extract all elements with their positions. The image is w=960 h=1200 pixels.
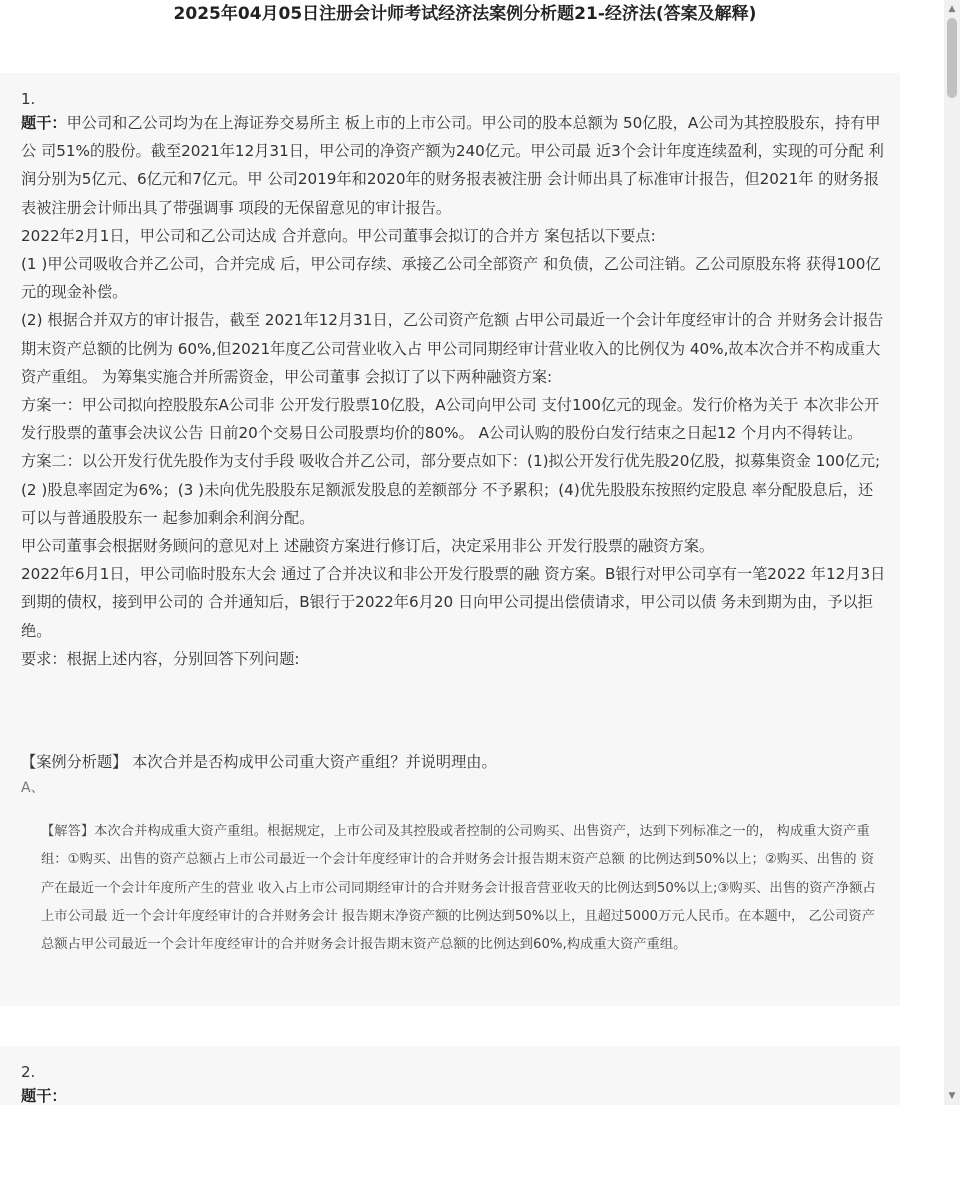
case-question: 【案例分析题】 本次合并是否构成甲公司重大资产重组？并说明理由。 — [21, 753, 497, 771]
page-title: 2025年04月05日注册会计师考试经济法案例分析题21-经济法(答案及解释) — [173, 4, 757, 24]
stem-paragraph: 题干：甲公司和乙公司均为在上海证券交易所主 板上市的上市公司。甲公司的股本总额为 50亿股，A公司为其控股股东，持有甲公 司51%的股份。截至2021年12月31日，甲公司的净资产额为240亿元。甲公司最 近3个会计年度连续盈利，实现的可分配 利润分别为5亿元、6亿元和7亿元。甲 公司2019年和2020年的财务报表被注册 会计师出具了标准审计报告，但2021年 的财务报表被注册会计师出具了带强调事 项段的无保留意见的审计报告。 — [21, 114, 884, 217]
answer-explanation: 【解答】本次合并构成重大资产重组。根据规定，上市公司及其控股或者控制的公司购买、出售资产，达到下列标准之一的， 构成重大资产重组：①购买、出售的资产总额占上市公司最近一个会计年度经审计的合并财务会计报告期末资产总额 的比例达到50%以上；②购买、出售的 资产在最近一个会计年度所产生的营业 收入占上市公司同期经审计的合并财务会计报音营亚收天的比例达到50%以上;③购买、出售的资产净额占上市公司最 近一个会计年度经审计的合并财务会计 报告期末净资产额的比例达到50%以上，且超过5000万元人民币。在本题中， 乙公司资产总额占甲公司最近一个会计年度经审计的合并财务会计报告期末资产总额的比例达到60%,构成重大资产重组。 — [41, 824, 876, 953]
stem-paragraph: 方案二：以公开发行优先股作为支付手段 吸收合并乙公司，部分要点如下：(1)拟公开发行优先股20亿股，拟募集资金 100亿元;(2 )股息率固定为6%；(3 )未向优先股股东足额派发股息的差额部分 不予累积；(4)优先股股东按照约定股息 率分配股息后，还可以与普通股股东一 起参加剩余利润分配。 — [21, 452, 881, 527]
stem-paragraph — [21, 1082, 886, 1105]
scrollbar-thumb[interactable] — [947, 18, 957, 98]
stem-paragraph: (1 )甲公司吸收合并乙公司，合并完成 后，甲公司存续、承接乙公司全部资产 和负债，乙公司注销。乙公司原股东将 获得100亿元的现金补偿。 — [21, 255, 881, 302]
question-stem — [21, 1082, 886, 1105]
vertical-scrollbar[interactable] — [944, 0, 960, 1105]
stem-label: 题干： — [21, 1087, 67, 1105]
stem-paragraph: 2022年2月1日，甲公司和乙公司达成 合并意向。甲公司董事会拟订的合并方 案包括以下要点: — [21, 226, 656, 245]
scroll-down-arrow-icon[interactable]: ▼ — [948, 1091, 956, 1101]
stem-paragraph: 要求：根据上述内容，分别回答下列问题: — [21, 649, 300, 668]
question-stem — [21, 109, 886, 673]
stem-paragraph: 2022年6月1日，甲公司临时股东大会 通过了合并决议和非公开发行股票的融 资方案。B银行对甲公司享有一笔2022 年12月3日到期的债权，接到甲公司的 合并通知后，B银行于2022年6月20 日向甲公司提出偿债请求，甲公司以债 务未到期为由，予以拒绝。 — [21, 565, 886, 640]
question-number: 1. — [21, 90, 36, 108]
stem-label: 题干： — [21, 114, 67, 132]
answer-option-a[interactable]: A、 — [21, 780, 45, 796]
question-number: 2. — [21, 1063, 36, 1081]
stem-paragraph: (2) 根据合并双方的审计报告，截至 2021年12月31日，乙公司资产危额 占甲公司最近一个会计年度经审计的合 并财务会计报告期末资产总额的比例为 60%,但2021年度乙公司营业收入占 甲公司同期经审计营业收入的比例仅为 40%,故本次合并不构成重大资产重组。 为筹集实施合并所需资金，甲公司董事 会拟订了以下两种融资方案: — [21, 311, 884, 386]
question-card-2 — [0, 1046, 900, 1105]
question-card-1 — [0, 73, 900, 1006]
scroll-up-arrow-icon[interactable]: ▲ — [948, 4, 956, 14]
stem-paragraph: 甲公司董事会根据财务顾问的意见对上 述融资方案进行修订后，决定采用非公 开发行股票的融资方案。 — [21, 537, 715, 556]
stem-paragraph: 方案一：甲公司拟向控股股东A公司非 公开发行股票10亿股，A公司向甲公司 支付100亿元的现金。发行价格为关于 本次非公开发行股票的董事会决议公告 日前20个交易日公司股票均价的80%。 A公司认购的股份白发行结束之日起12 个月内不得转让。 — [21, 396, 880, 443]
